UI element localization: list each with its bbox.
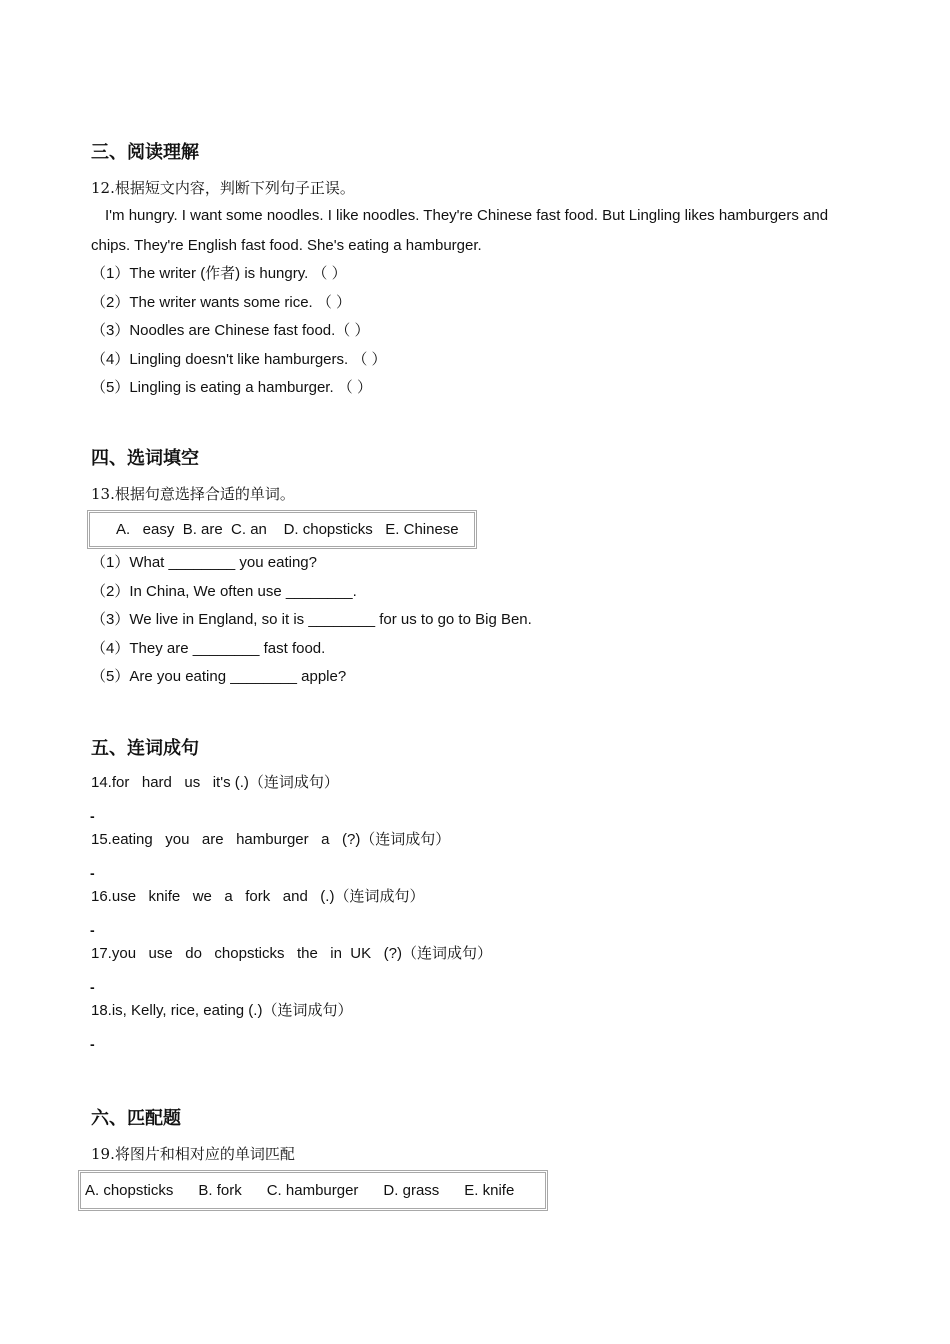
matching-options-box (78, 1170, 548, 1211)
matching-options: A. chopsticks B. fork C. hamburger D. grass E. knife (85, 1182, 515, 1199)
answer-line-14: - (90, 808, 95, 824)
fill-item-1: （1）What ________ you eating? (91, 554, 317, 571)
fill-item-4: （4）They are ________ fast food. (91, 640, 326, 657)
reorder-question-18: 18.is, Kelly, rice, eating (.)（连词成句） (91, 1002, 353, 1019)
judgement-item-4: （4）Lingling doesn't like hamburgers. （ ） (91, 351, 387, 368)
reorder-question-15: 15.eating you are hamburger a (?)（连词成句） (91, 831, 451, 848)
answer-line-17: - (90, 979, 95, 995)
question-13-prompt: 13.根据句意选择合适的单词。 (91, 485, 295, 503)
fill-item-3: （3）We live in England, so it is ________ for us to go to Big Ben. (91, 611, 532, 628)
judgement-item-3: （3）Noodles are Chinese fast food.（ ） (91, 322, 370, 339)
reorder-question-16: 16.use knife we a fork and (.)（连词成句） (91, 888, 425, 905)
passage-line-2: chips. They're English fast food. She's eating a hamburger. (91, 237, 482, 254)
section-3-heading: 三、阅读理解 (91, 142, 199, 163)
judgement-item-1: （1）The writer (作者) is hungry. （ ） (91, 265, 347, 282)
reorder-question-14: 14.for hard us it's (.)（连词成句） (91, 774, 339, 791)
reorder-question-17: 17.you use do chopsticks the in UK (?)（连词成句） (91, 945, 492, 962)
fill-item-2: （2）In China, We often use ________. (91, 583, 357, 600)
question-19-prompt: 19.将图片和相对应的单词匹配 (91, 1145, 295, 1163)
passage-line-1: I'm hungry. I want some noodles. I like noodles. They're Chinese fast food. But Lingling likes hamburgers and (105, 207, 829, 224)
judgement-item-2: （2）The writer wants some rice. （ ） (91, 294, 352, 311)
word-bank-options: A. easy B. are C. an D. chopsticks E. Chinese (116, 521, 459, 538)
answer-line-16: - (90, 922, 95, 938)
judgement-item-5: （5）Lingling is eating a hamburger. （ ） (91, 379, 372, 396)
section-5-heading: 五、连词成句 (91, 738, 199, 759)
answer-line-18: - (90, 1036, 95, 1052)
fill-item-5: （5）Are you eating ________ apple? (91, 668, 347, 685)
section-4-heading: 四、选词填空 (91, 448, 199, 469)
word-bank-box (87, 510, 477, 549)
section-6-heading: 六、匹配题 (91, 1108, 181, 1129)
answer-line-15: - (90, 865, 95, 881)
question-12-prompt: 12.根据短文内容，判断下列句子正误。 (91, 179, 355, 197)
